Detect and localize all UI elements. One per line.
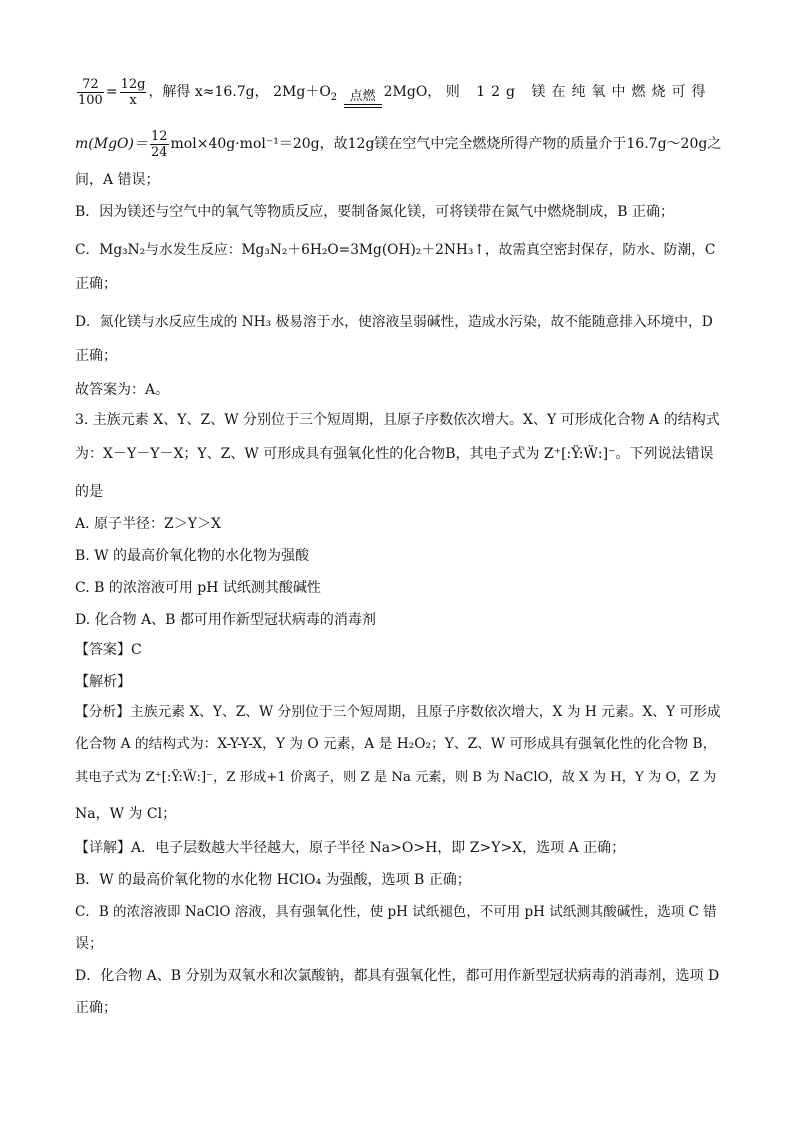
fraction-denominator: x (129, 92, 137, 108)
fraction-moles (150, 129, 169, 160)
equals-sign: = (105, 84, 118, 100)
paragraph-line: 正确； (75, 276, 117, 292)
detail-option-a: 【详解】A．电子层数越大半径越大，原子半径 Na>O>H，即 Z>Y>X，选项 A 正确； (75, 840, 626, 856)
choice-d: D. 化合物 A、B 都可用作新型冠状病毒的消毒剂 (75, 612, 376, 628)
question-3-stem-cont: 为：X－Y－Y－X；Y、Z、W 可形成具有强氧化性的化合物B，其电子式为 Z⁺[:Ÿ:Ẅ:]⁻。下列说法错误 (75, 446, 714, 462)
paragraph-line: 间，A 错误； (75, 172, 160, 188)
analysis-paragraph: Na，W 为 Cl； (75, 806, 177, 822)
question-3-stem: 3. 主族元素 X、Y、Z、W 分别位于三个短周期，且原子序数依次增大。X、Y 可形成化合物 A 的结构式 (75, 412, 720, 428)
result-text: 则 12g 镁在纯氧中燃烧可得 (445, 84, 712, 100)
answer-label: 【答案】C (75, 642, 142, 658)
analysis-paragraph: 其电子式为 Z⁺[:Ÿ:Ẅ:]⁻，Z 形成+1 价离子，则 Z 是 Na 元素，则 B 为 NaClO，故 X 为 H，Y 为 O，Z 为 (75, 770, 717, 785)
fraction-mass (120, 77, 147, 108)
option-d-analysis: D．氮化镁与水反应生成的 NH₃ 极易溶于水，使溶液呈弱碱性，造成水污染，故不能随意排入环境中，D (75, 314, 713, 330)
analysis-paragraph: 化合物 A 的结构式为：X-Y-Y-X，Y 为 O 元素，A 是 H₂O₂；Y、Z、W 可形成具有强氧化性的化合物 B， (75, 736, 717, 752)
reaction-right: 2MgO， (383, 84, 442, 100)
calculation-line: $\frac{72}{100}$ = $\frac{12g}{x}$ ，解得 x≈16.7g， $2Mg+O_2$ 点燃 2MgO， 则 12g 镁在纯氧中燃烧可得 (75, 70, 723, 114)
equals-bar (344, 104, 382, 108)
paragraph-line: 误； (75, 936, 103, 952)
mass-calculation-line (75, 124, 723, 164)
choice-b: B. W 的最高价氧化物的水化物为强酸 (75, 548, 310, 564)
reaction-left: 2Mg＋O (273, 84, 331, 100)
choice-c: C. B 的浓溶液可用 pH 试纸测其酸碱性 (75, 580, 321, 596)
solve-text: ，解得 x≈16.7g， (148, 84, 269, 100)
reaction-condition (344, 90, 382, 114)
detail-option-c: C．B 的浓溶液即 NaClO 溶液，具有强氧化性，使 pH 试纸褪色，不可用 pH 试纸测其酸碱性，选项 C 错 (75, 904, 717, 920)
answer-summary: 故答案为：A。 (75, 382, 170, 398)
fraction-denominator: 24 (150, 144, 168, 160)
option-c-analysis: C．Mg₃N₂与水发生反应：Mg₃N₂＋6H₂O=3Mg(OH)₂＋2NH₃↑，故需真空密封保存，防水、防潮，C (75, 242, 716, 258)
mass-text: mol×40g·mol⁻¹＝20g，故12g镁在空气中完全燃烧所得产物的质量介于16.7g～20g之 (170, 136, 722, 152)
condition-label: 点燃 (349, 89, 376, 104)
mass-symbol: m(MgO)＝ (75, 136, 148, 152)
paragraph-line: 正确； (75, 1000, 117, 1016)
fraction-numerator: 12 (150, 128, 168, 144)
fraction-ratio (77, 77, 104, 108)
paragraph-line: 正确； (75, 348, 117, 364)
fraction-numerator: 12g (120, 76, 146, 92)
fraction-numerator: 72 (77, 77, 104, 93)
question-3-stem-end: 的是 (75, 484, 103, 500)
detail-option-b: B．W 的最高价氧化物的水化物 HClO₄ 为强酸，选项 B 正确； (75, 872, 471, 888)
option-b-analysis: B．因为镁还与空气中的氧气等物质反应，要制备氮化镁，可将镁带在氮气中燃烧制成，B 正确； (75, 204, 675, 220)
detail-option-d: D．化合物 A、B 分别为双氧水和次氯酸钠，都具有强氧化性，都可用作新型冠状病毒的消毒剂，选项 D (75, 968, 720, 984)
analysis-paragraph: 【分析】主族元素 X、Y、Z、W 分别位于三个短周期，且原子序数依次增大，X 为 H 元素。X、Y 可形成 (75, 704, 721, 720)
choice-a: A. 原子半径：Z＞Y＞X (75, 516, 221, 532)
fraction-denominator: 100 (78, 92, 103, 108)
analysis-label: 【解析】 (75, 674, 131, 690)
